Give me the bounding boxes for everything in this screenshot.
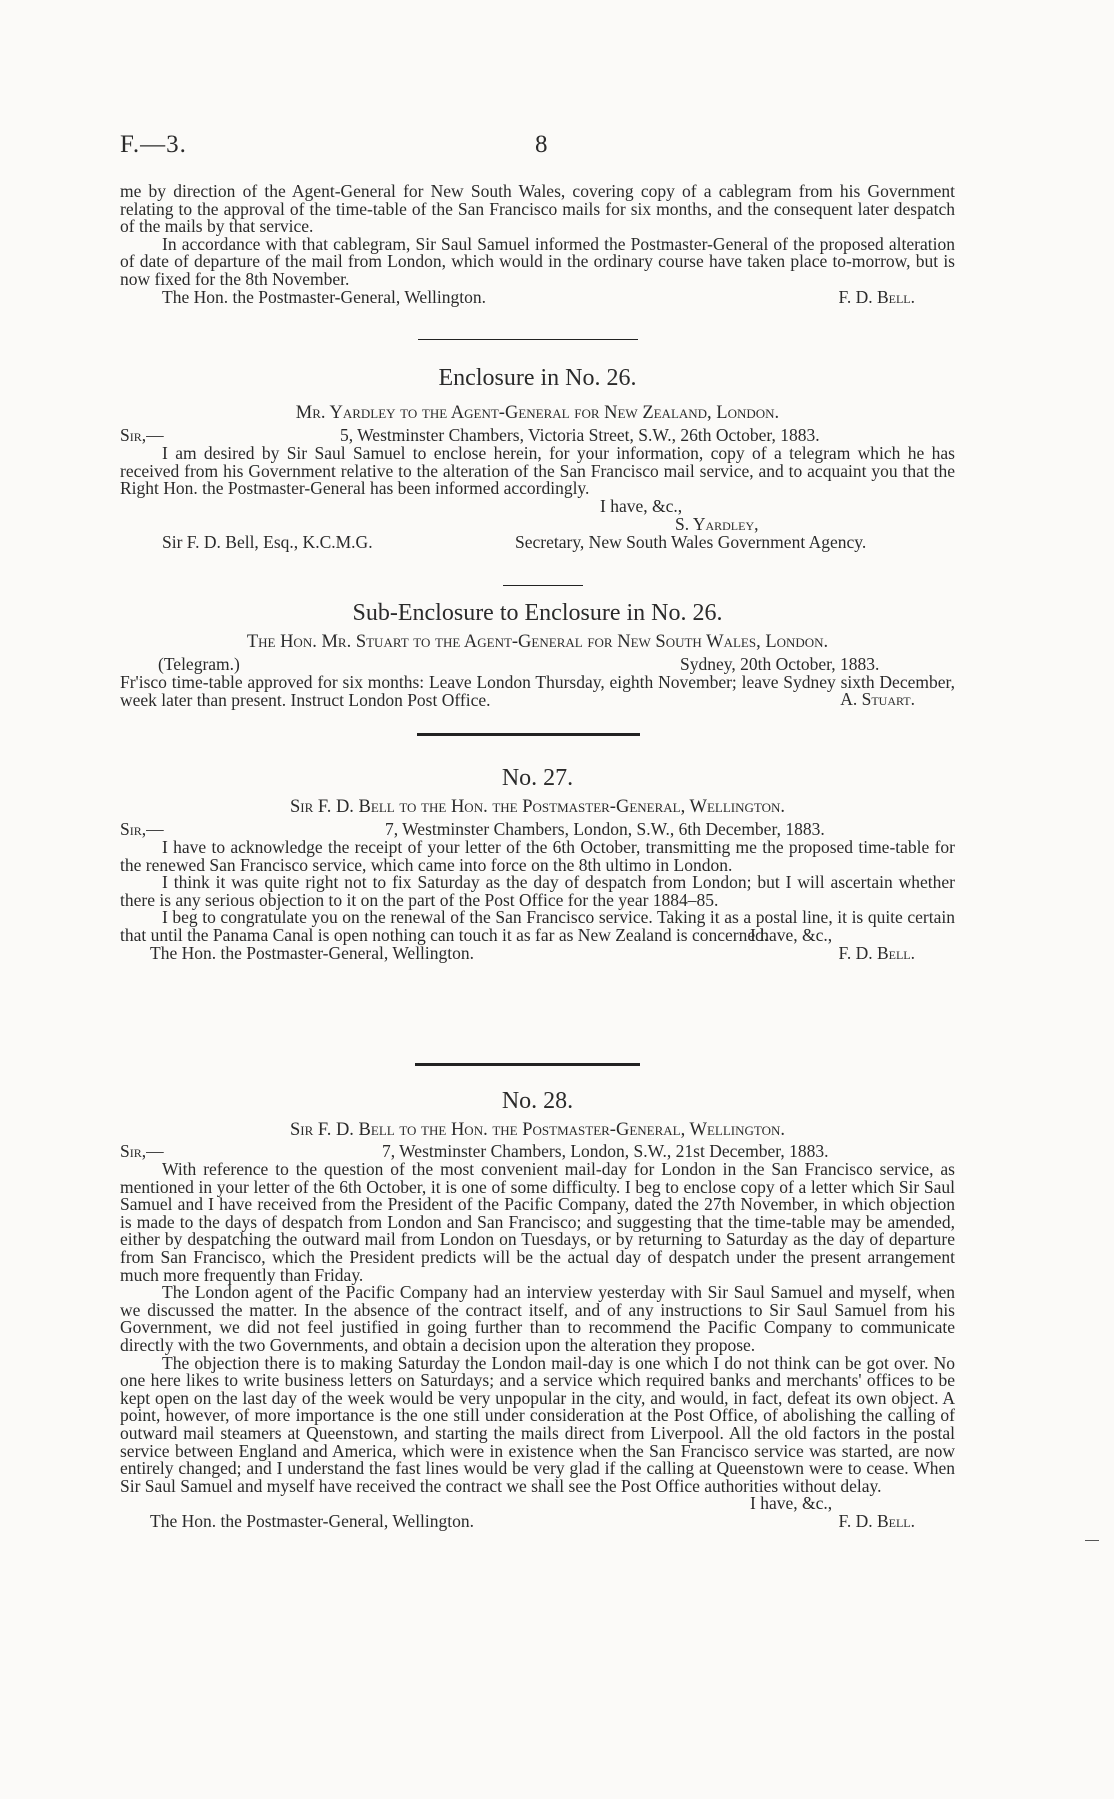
salutation: Sir,— (120, 1141, 164, 1161)
no-27-paragraph-1: I have to acknowledge the receipt of your letter of the 6th October, transmitting me the proposed time-table for the renewed San Francisco service, which came into force on the 8th ultimo in London. (120, 837, 955, 875)
closing: I have, &c., (600, 495, 683, 516)
enclosure-26-heading-row (120, 427, 955, 445)
no-27-heading-row (120, 821, 955, 839)
no-28-title: No. 28. (501, 1088, 574, 1114)
page-number: 8 (535, 131, 548, 158)
telegram-block (120, 656, 955, 709)
no-28-paragraph-2: The London agent of the Pacific Company had an interview yesterday with Sir Saul Samuel and myself, when we discussed the matter. In the absence of the contract itself, and of any instructions to Sir Saul Samuel from his Government, we did not feel justified in going further than to recommend the Pacific Company to communicate directly with the two Governments, and obtain a decision upon the alteration they propose. (120, 1282, 955, 1355)
sender-address: 7, Westminster Chambers, London, S.W., 21st December, 1883. (382, 1141, 829, 1161)
signature: F. D. Bell. (838, 1511, 915, 1532)
subenclosure-26-title: Sub-Enclosure to Enclosure in No. 26. (352, 600, 723, 626)
thick-divider (417, 733, 640, 736)
margin-mark (1085, 1540, 1099, 1541)
subenclosure-26-subtitle: The Hon. Mr. Stuart to the Agent-General for New South Wales, London. (246, 632, 829, 652)
addressee: The Hon. the Postmaster-General, Wellington. (150, 942, 475, 963)
telegram-label: (Telegram.) (158, 654, 240, 674)
thick-divider (415, 1063, 640, 1066)
no-28-heading-row (120, 1143, 955, 1161)
sender-address: 7, Westminster Chambers, London, S.W., 6th December, 1883. (385, 819, 825, 839)
no-28-paragraph-1: With reference to the question of the most convenient mail-day for London in the San Francisco service, as mentioned in your letter of the 6th October, it is one of some difficulty. I beg to enclose copy of a letter which Sir Saul Samuel and I have received from the President of the Pacific Company, dated the 27th November, in which objection is made to the days of despatch from London and San Francisco; and suggesting that the time-table may be amended, either by despatching the outward mail from London on Tuesdays, or by returning to Saturday as the day of departure from San Francisco, which the President predicts will be the actual day of despatch under the present arrangement much more frequently than Friday. (120, 1159, 955, 1285)
signature: F. D. Bell. (838, 942, 915, 963)
no-28-signoff (120, 1513, 955, 1531)
closing: I have, &c., (750, 1493, 833, 1514)
salutation: Sir,— (120, 425, 164, 445)
no-27-signoff (120, 942, 955, 963)
enclosure-26-body: I am desired by Sir Saul Samuel to enclose herein, for your information, copy of a telegram which he has received from his Government relative to the alteration of the San Francisco mail service, and to acquaint you that the Right Hon. the Postmaster-General has been informed accordingly. (120, 443, 955, 499)
recipient: Sir F. D. Bell, Esq., K.C.M.G. (162, 531, 373, 552)
intro-section (120, 183, 955, 307)
enclosure-26-title: Enclosure in No. 26. (438, 365, 637, 391)
intro-paragraph-1: me by direction of the Agent-General for New South Wales, covering copy of a cablegram from his Government relating to the approval of the time-table of the San Francisco mails for six months, and the consequent later despatch of the mails by that service. (120, 181, 955, 237)
telegram-header-row (120, 656, 955, 674)
no-27-paragraph-2: I think it was quite right not to fix Saturday as the day of despatch from London; but I will ascertain whether there is any serious objection to it on the part of the Post Office for the year 1884–85. (120, 872, 955, 910)
salutation: Sir,— (120, 819, 164, 839)
intro-signature: F. D. Bell. (838, 286, 915, 307)
sender-address: 5, Westminster Chambers, Victoria Street, S.W., 26th October, 1883. (340, 425, 820, 445)
enclosure-26-subtitle: Mr. Yardley to the Agent-General for New Zealand, London. (295, 403, 780, 423)
signer-title: Secretary, New South Wales Government Agency. (515, 531, 867, 552)
telegram-place-date: Sydney, 20th October, 1883. (680, 654, 880, 674)
telegram-body: Fr'isco time-table approved for six months: Leave London Thursday, eighth November; leave Sydney sixth December, week later than present. Instruct London Post Office. (120, 672, 955, 710)
section-divider (418, 339, 638, 340)
telegram-signature: A. Stuart. (840, 689, 915, 710)
intro-addressee: The Hon. the Postmaster-General, Wellington. (162, 286, 487, 307)
no-27-subtitle: Sir F. D. Bell to the Hon. the Postmaster-General, Wellington. (289, 797, 786, 817)
closing: I have, &c., (750, 924, 833, 945)
no-28-subtitle: Sir F. D. Bell to the Hon. the Postmaster-General, Wellington. (289, 1120, 786, 1140)
no-27-letter (120, 821, 955, 963)
intro-paragraph-2: In accordance with that cablegram, Sir Saul Samuel informed the Postmaster-General of the proposed alteration of date of departure of the mail from London, which would in the ordinary course have taken place to-morrow, but is now fixed for the 8th November. (120, 233, 955, 289)
no-27-title: No. 27. (501, 765, 574, 791)
intro-signoff (120, 286, 955, 307)
document-reference: F.—3. (120, 131, 187, 158)
signer-name: S. Yardley, (675, 513, 759, 534)
no-28-letter (120, 1143, 955, 1531)
enclosure-26-letter (120, 427, 955, 552)
closing-row (120, 495, 955, 516)
telegram-signature-row (120, 691, 955, 709)
addressee: The Hon. the Postmaster-General, Wellington. (150, 1511, 475, 1532)
no-27-paragraph-3: I beg to congratulate you on the renewal of the San Francisco service. Taking it as a postal line, it is quite certain that until the Panama Canal is open nothing can touch it as far as New Zealand is concerned. (120, 907, 955, 945)
no-28-paragraph-3: The objection there is to making Saturday the London mail-day is one which I do not think can be got over. No one here likes to write business letters on Saturdays; and a service which required banks and merchants' offices to be kept open on the last day of the week would be very unpopular in the city, and would, in fact, defeat its own object. A point, however, of more importance is the one still under consideration at the Post Office, of abolishing the calling of outward mail steamers at Queenstown, and starting the mails direct from Liverpool. All the old factors in the postal service between England and America, which were in existence when the San Francisco service was started, are now entirely changed; and I understand the fast lines would be very glad if the calling at Queenstown were to cease. When Sir Saul Samuel and myself have received the contract we shall see the Post Office authorities without delay. (120, 1352, 955, 1496)
short-divider (503, 585, 583, 586)
recipient-row (120, 531, 955, 552)
